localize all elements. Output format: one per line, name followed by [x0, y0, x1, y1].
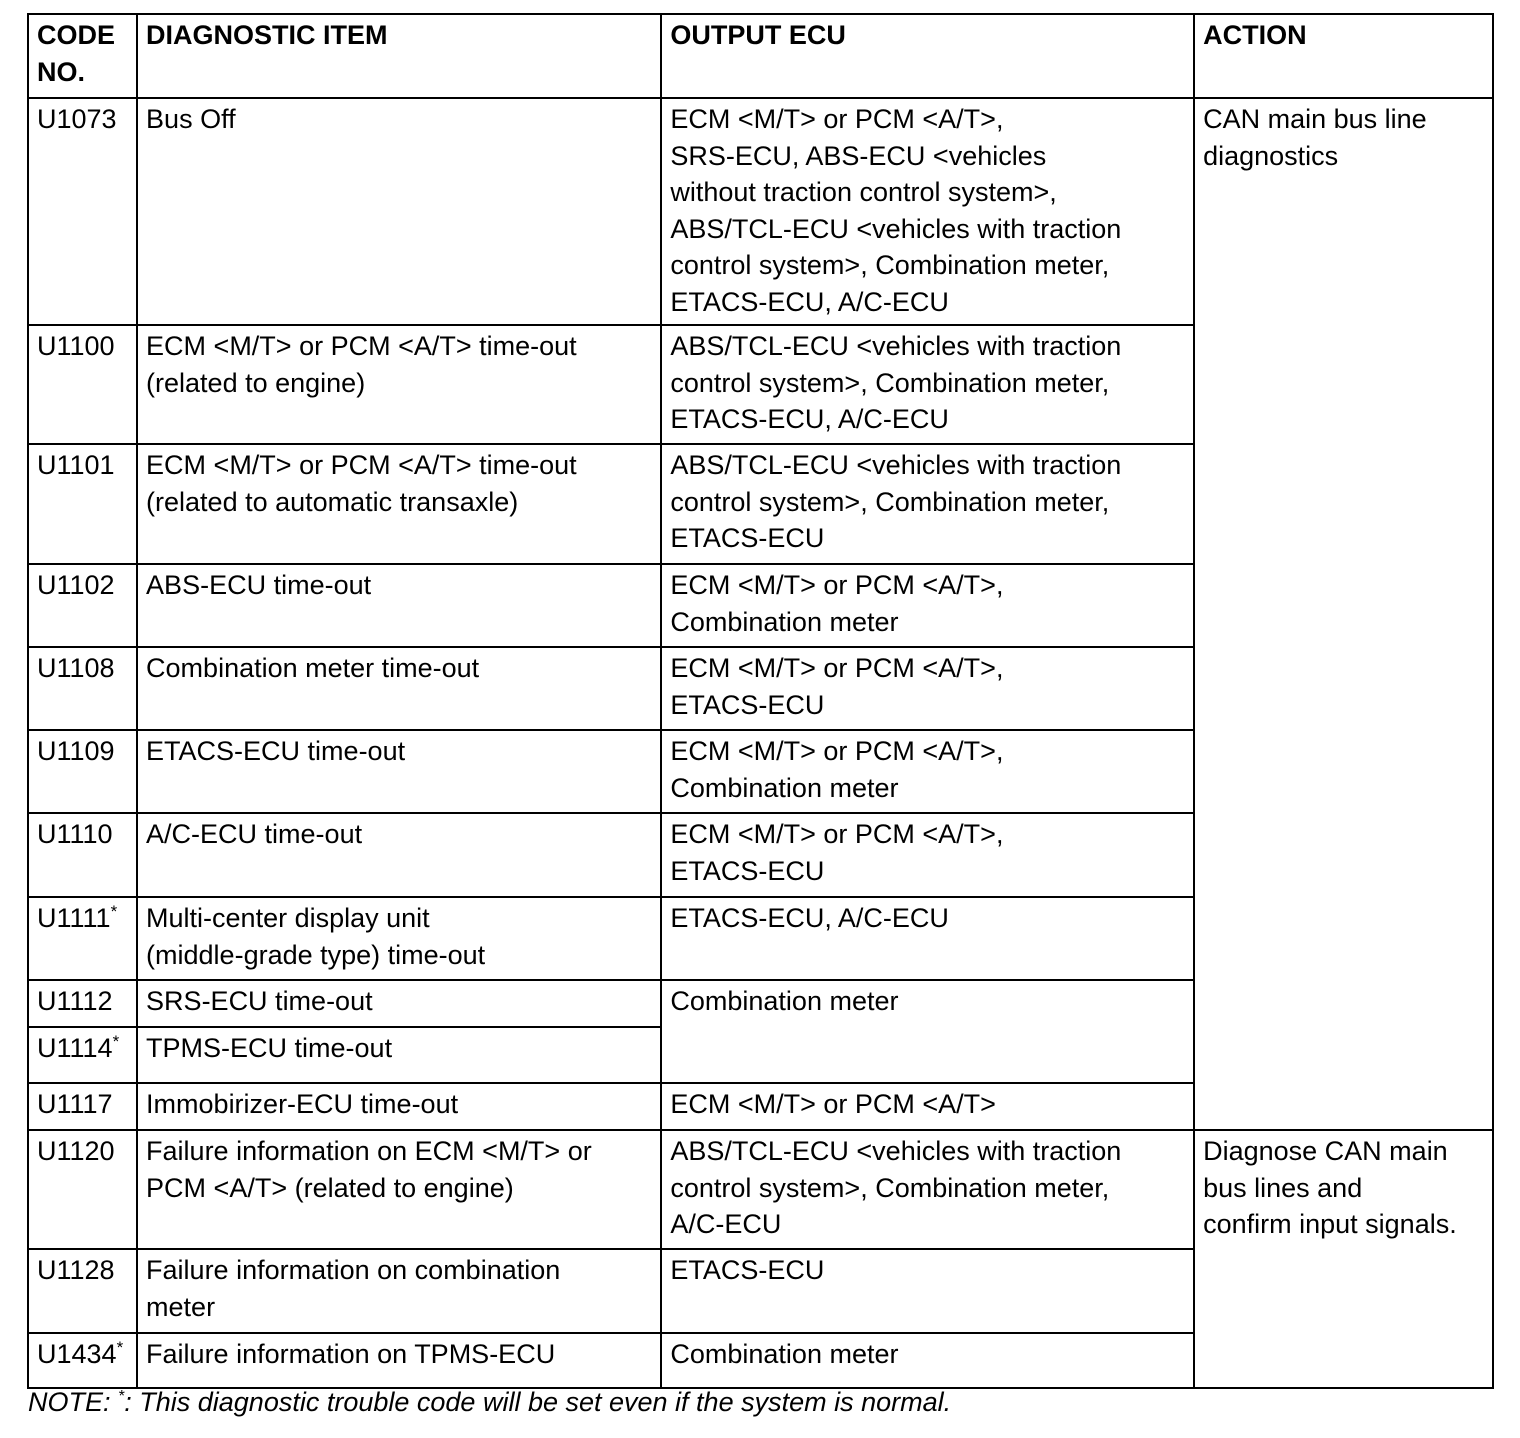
- item-cell: SRS-ECU time-out: [137, 980, 661, 1027]
- table-row: [28, 1130, 1493, 1249]
- code-cell: U1100: [28, 325, 137, 444]
- header-diagnostic-item: DIAGNOSTIC ITEM: [137, 14, 661, 98]
- item-cell: ECM <M/T> or PCM <A/T> time-out (related to automatic transaxle): [137, 444, 661, 564]
- item-cell: Failure information on combination meter: [137, 1249, 661, 1333]
- ecu-cell: ECM <M/T> or PCM <A/T>: [661, 1083, 1194, 1130]
- item-cell: Bus Off: [137, 98, 661, 325]
- ecu-cell: ECM <M/T> or PCM <A/T>, ETACS-ECU: [661, 647, 1194, 730]
- item-cell: ETACS-ECU time-out: [137, 730, 661, 813]
- action-cell-can-main: CAN main bus line diagnostics: [1194, 98, 1493, 1130]
- ecu-cell: ETACS-ECU, A/C-ECU: [661, 897, 1194, 980]
- code-cell: U1073: [28, 98, 137, 325]
- header-code: CODE NO.: [28, 14, 137, 98]
- code-cell: U1114*: [28, 1027, 137, 1083]
- ecu-cell: Combination meter: [661, 1333, 1194, 1388]
- note-prefix: NOTE:: [28, 1387, 119, 1417]
- code-cell: U1120: [28, 1130, 137, 1249]
- note-asterisk: *: [118, 1388, 125, 1405]
- ecu-cell: ABS/TCL-ECU <vehicles with traction control system>, Combination meter, ETACS-ECU, A/C-ECU: [661, 325, 1194, 444]
- ecu-cell: ECM <M/T> or PCM <A/T>, ETACS-ECU: [661, 813, 1194, 897]
- note-text: : This diagnostic trouble code will be set even if the system is normal.: [124, 1387, 952, 1417]
- ecu-cell: ABS/TCL-ECU <vehicles with traction control system>, Combination meter, ETACS-ECU: [661, 444, 1194, 564]
- code-cell: U1110: [28, 813, 137, 897]
- code-cell: U1102: [28, 564, 137, 647]
- header-output-ecu: OUTPUT ECU: [661, 14, 1194, 98]
- ecu-cell: ECM <M/T> or PCM <A/T>, Combination meter: [661, 730, 1194, 813]
- table-row: [28, 98, 1493, 325]
- code-cell: U1112: [28, 980, 137, 1027]
- code-cell: U1101: [28, 444, 137, 564]
- item-cell: Multi-center display unit (middle-grade type) time-out: [137, 897, 661, 980]
- item-cell: Immobirizer-ECU time-out: [137, 1083, 661, 1130]
- footnote: [28, 1387, 951, 1418]
- code-cell: U1111*: [28, 897, 137, 980]
- code-cell: U1108: [28, 647, 137, 730]
- ecu-cell: Combination meter: [661, 980, 1194, 1083]
- code-cell: U1109: [28, 730, 137, 813]
- item-cell: A/C-ECU time-out: [137, 813, 661, 897]
- item-cell: Failure information on ECM <M/T> or PCM <A/T> (related to engine): [137, 1130, 661, 1249]
- header-row: [28, 14, 1493, 98]
- code-cell: U1434*: [28, 1333, 137, 1388]
- code-cell: U1128: [28, 1249, 137, 1333]
- header-action: ACTION: [1194, 14, 1493, 98]
- item-cell: Combination meter time-out: [137, 647, 661, 730]
- dtc-table: [27, 13, 1494, 1389]
- item-cell: Failure information on TPMS-ECU: [137, 1333, 661, 1388]
- item-cell: ECM <M/T> or PCM <A/T> time-out (related to engine): [137, 325, 661, 444]
- ecu-cell: ABS/TCL-ECU <vehicles with traction control system>, Combination meter, A/C-ECU: [661, 1130, 1194, 1249]
- ecu-cell: ETACS-ECU: [661, 1249, 1194, 1333]
- action-cell-confirm-signals: Diagnose CAN main bus lines and confirm input signals.: [1194, 1130, 1493, 1388]
- ecu-cell: ECM <M/T> or PCM <A/T>, Combination meter: [661, 564, 1194, 647]
- code-cell: U1117: [28, 1083, 137, 1130]
- ecu-cell: ECM <M/T> or PCM <A/T>, SRS-ECU, ABS-ECU <vehicles without traction control system>, ABS/TCL-ECU <vehicles with traction control system>, Combination meter, ETACS-ECU, A/C-ECU: [661, 98, 1194, 325]
- item-cell: ABS-ECU time-out: [137, 564, 661, 647]
- item-cell: TPMS-ECU time-out: [137, 1027, 661, 1083]
